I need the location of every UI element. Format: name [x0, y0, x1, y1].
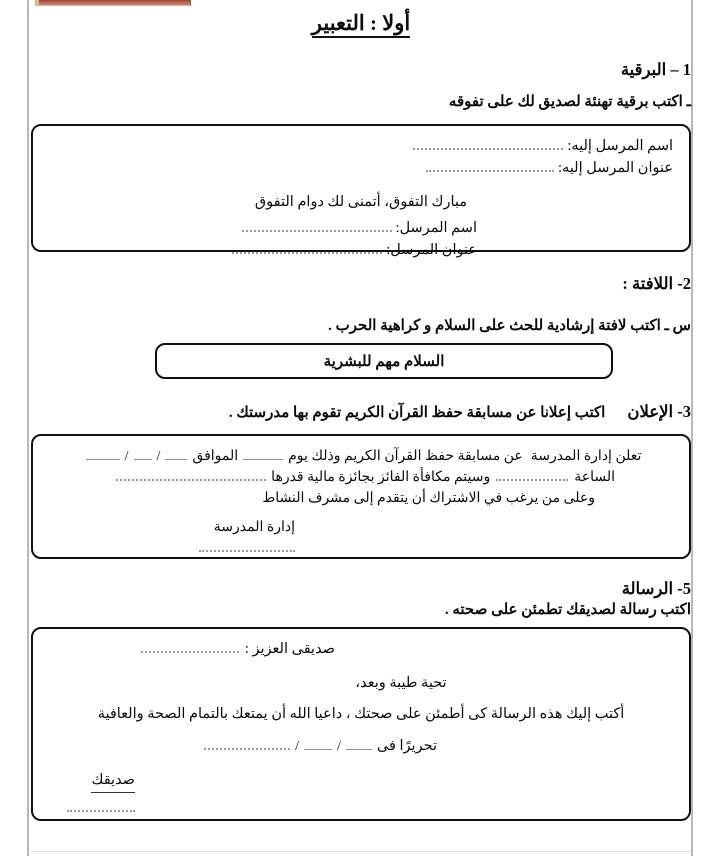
announcement-time-blank[interactable] — [496, 470, 568, 481]
letter-heading: 5- الرسالة — [621, 579, 691, 599]
announcement-signature: إدارة المدرسة — [213, 520, 295, 536]
section-letter — [31, 578, 691, 821]
announcement-line1-slash2: / — [124, 449, 129, 465]
telegram-recipient-address-row — [49, 158, 673, 180]
announcement-date-day-blank[interactable] — [165, 451, 187, 460]
letter-date-slash1: / — [337, 739, 341, 755]
telegram-sender-name-row — [49, 218, 477, 240]
telegram-recipient-name-label: اسم المرسل إليه: — [567, 138, 673, 155]
document-content — [31, 0, 691, 856]
letter-closing-blank[interactable] — [67, 801, 135, 812]
announcement-line-3 — [49, 488, 595, 509]
letter-date-row — [49, 736, 437, 758]
announcement-line1-b: عن مسابقة حفظ القرآن الكريم وذلك يوم — [288, 449, 523, 465]
page-left-edge-rule — [27, 0, 29, 856]
telegram-sender-name-blank[interactable] — [242, 221, 392, 232]
telegram-sender-address-blank[interactable] — [232, 243, 382, 254]
letter-greeting: تحية طيبة وبعد، — [355, 674, 447, 691]
announcement-date-month-blank[interactable] — [134, 451, 152, 460]
page-bottom-rule — [31, 851, 691, 852]
letter-date-label: تحريرًا فى — [376, 738, 437, 755]
letter-closing: صديقك — [91, 770, 135, 793]
announcement-line-2 — [49, 467, 615, 488]
telegram-body-text: مبارك التفوق، أتمنى لك دوام التفوق — [254, 193, 468, 210]
announcement-line2-b: وسيتم مكافأة الفائز بجائزة مالية قدرها — [271, 470, 491, 486]
letter-body-row — [49, 704, 673, 726]
telegram-heading: 1 – البرقية — [620, 60, 691, 80]
announcement-prize-blank[interactable] — [116, 470, 266, 481]
telegram-recipient-name-row — [49, 136, 673, 158]
section-telegram — [31, 59, 691, 259]
telegram-sender-address-label: عنوان المرسل: — [386, 242, 477, 259]
letter-closing-line — [49, 770, 135, 793]
announcement-date-year-blank[interactable] — [86, 451, 120, 460]
announcement-line2-a: الساعة — [574, 470, 615, 486]
letter-salutation-blank[interactable] — [141, 642, 239, 653]
section-sign — [31, 273, 691, 379]
announcement-line-1 — [49, 446, 673, 467]
announcement-line1-a: تعلن إدارة المدرسة — [530, 449, 642, 465]
sign-prompt: س ـ اكتب لافتة إرشادية للحث على السلام و كراهية الحرب . — [328, 317, 691, 334]
announcement-day-blank[interactable] — [243, 451, 283, 460]
page-right-edge-rule — [691, 0, 693, 856]
letter-closing-block — [49, 770, 135, 812]
telegram-recipient-address-label: عنوان المرسل إليه: — [557, 159, 673, 176]
letter-date-slash2: / — [295, 739, 299, 755]
telegram-recipient-address-blank[interactable] — [426, 161, 554, 172]
telegram-answer-box[interactable] — [31, 124, 691, 259]
telegram-recipient-name-blank[interactable] — [413, 139, 563, 150]
announcement-prompt: اكتب إعلانا عن مسابقة حفظ القرآن الكريم تقوم بها مدرستك . — [228, 405, 606, 422]
announcement-answer-box[interactable] — [31, 434, 691, 559]
announcement-signature-block — [49, 517, 295, 552]
announcement-heading-row — [31, 402, 691, 422]
announcement-signature-blank[interactable] — [199, 541, 295, 552]
letter-salutation: صديقى العزيز : — [244, 640, 335, 657]
telegram-prompt: ـ اكتب برقية تهنئة لصديق لك على تفوقه — [448, 93, 691, 110]
telegram-sender-name-label: اسم المرسل: — [395, 220, 477, 237]
letter-date-day-blank[interactable] — [346, 741, 372, 750]
letter-body: أكتب إليك هذه الرسالة كى أطمئن على صحتك ، داعيا الله أن يمتعك بالتمام الصحة والعافية — [97, 706, 625, 723]
announcement-line3: وعلى من يرغب في الاشتراك أن يتقدم إلى مشرف النشاط — [262, 491, 595, 507]
letter-date-year-blank[interactable] — [204, 739, 290, 750]
section-announcement — [31, 402, 691, 559]
letter-prompt: اكتب رسالة لصديقك تطمئن على صحته . — [444, 602, 691, 619]
letter-answer-box[interactable] — [31, 627, 691, 821]
letter-greeting-row — [49, 673, 714, 695]
sign-answer-box[interactable] — [155, 343, 613, 379]
page-title-text: أولا : التعبير — [312, 11, 410, 38]
sign-heading: 2- اللافتة : — [622, 274, 691, 294]
telegram-body-row — [49, 192, 673, 214]
announcement-line1-c: الموافق — [192, 449, 239, 465]
announcement-line1-slash1: / — [156, 449, 161, 465]
sign-text: السلام مهم للبشرية — [323, 353, 445, 370]
letter-salutation-row — [49, 639, 335, 661]
letter-date-month-blank[interactable] — [304, 741, 332, 750]
announcement-heading: 3- الإعلان — [627, 402, 691, 422]
page-title — [31, 11, 691, 35]
telegram-sender-address-row — [49, 240, 477, 262]
